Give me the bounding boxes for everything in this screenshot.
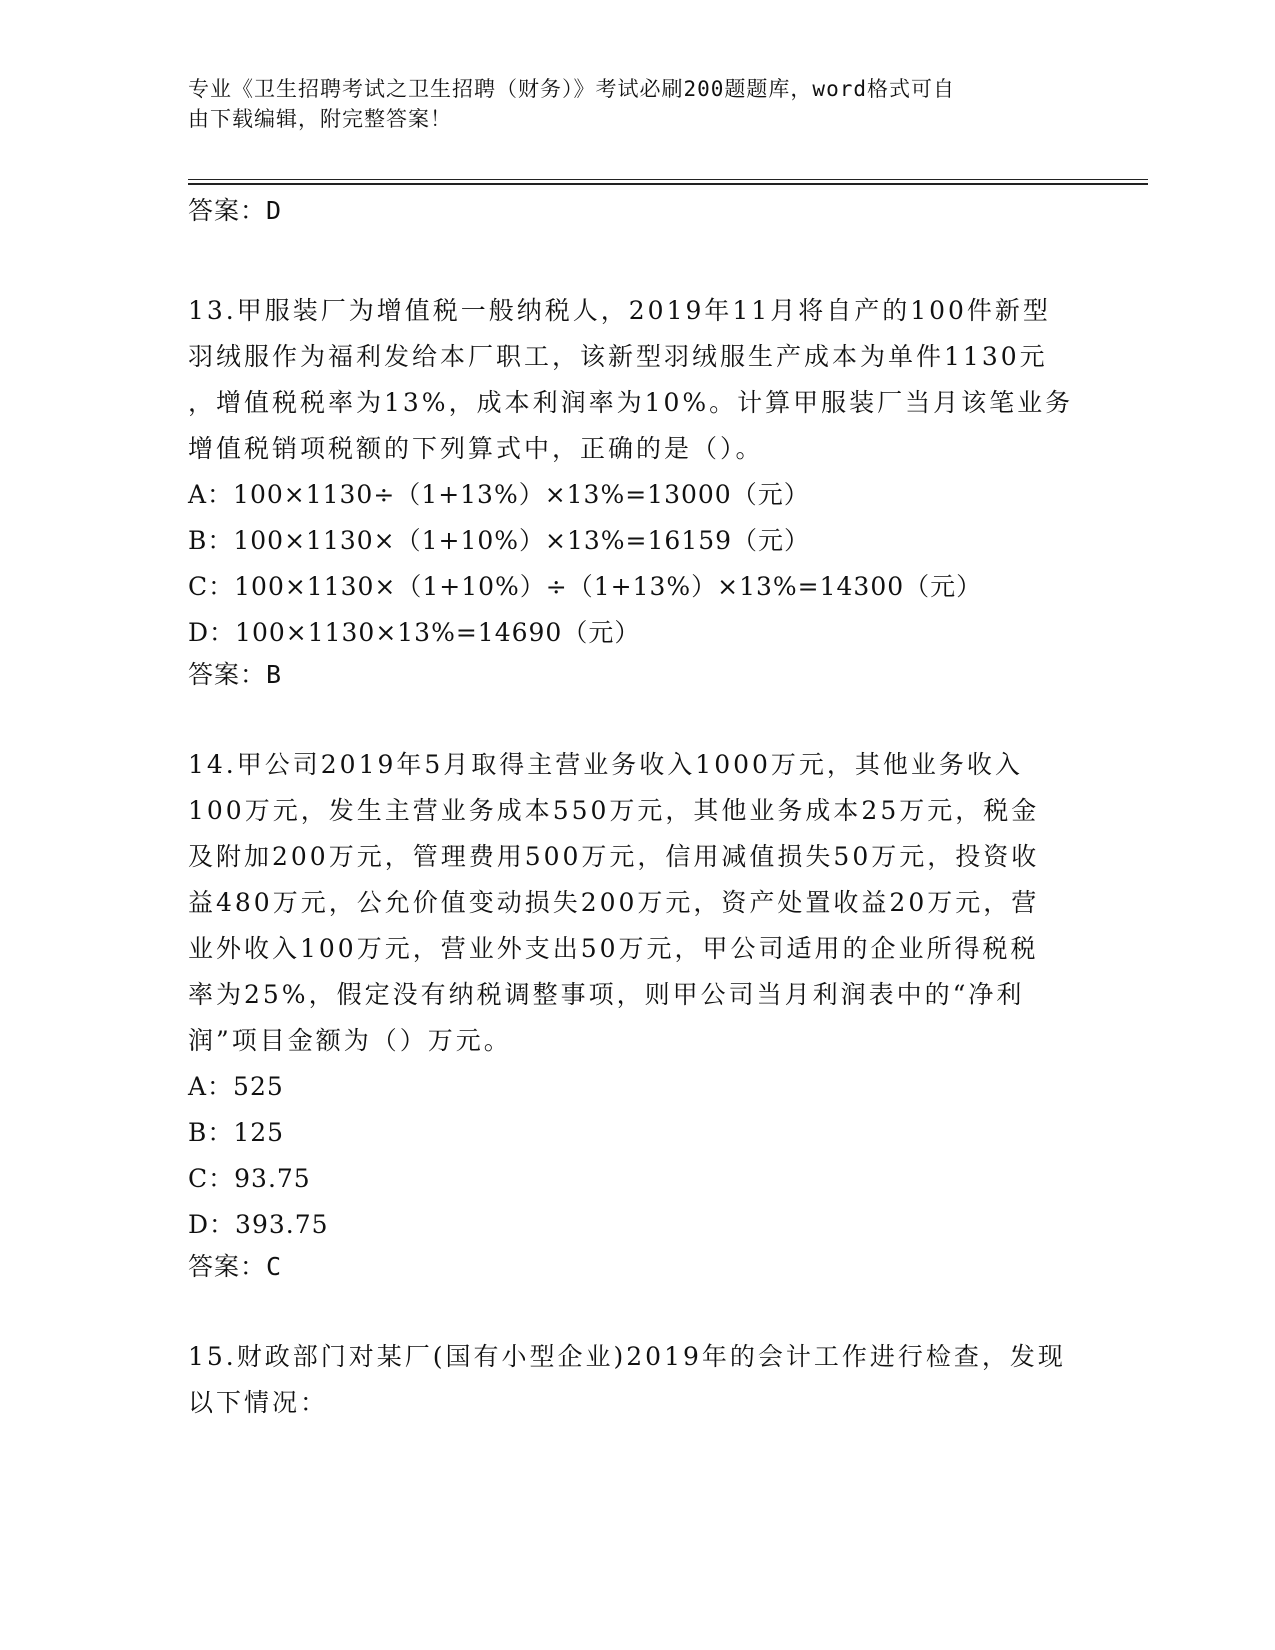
question-14-line: 100万元，发生主营业务成本550万元，其他业务成本25万元，税金 xyxy=(188,796,1040,825)
question-14-option-b: B：125 xyxy=(188,1118,285,1147)
question-14 xyxy=(188,742,1088,1248)
question-13-option-a: A：100×1130÷（1+13%）×13%=13000（元） xyxy=(188,480,810,509)
question-14-line: 业外收入100万元，营业外支出50万元，甲公司适用的企业所得税税 xyxy=(188,934,1039,963)
question-14-line: 及附加200万元，管理费用500万元，信用减值损失50万元，投资收 xyxy=(188,842,1040,871)
question-14-line: 14.甲公司2019年5月取得主营业务收入1000万元，其他业务收入 xyxy=(188,750,1023,779)
answer-q14: 答案：C xyxy=(188,1252,283,1281)
question-13-line: 13.甲服装厂为增值税一般纳税人，2019年11月将自产的100件新型 xyxy=(188,296,1051,325)
question-13-line: 羽绒服作为福利发给本厂职工，该新型羽绒服生产成本为单件1130元 xyxy=(188,342,1048,371)
question-13-option-d: D：100×1130×13%=14690（元） xyxy=(188,618,641,647)
question-13-line: 增值税销项税额的下列算式中，正确的是（）。 xyxy=(188,434,764,463)
header-line-2: 由下载编辑，附完整答案！ xyxy=(188,107,452,131)
header-line-1: 专业《卫生招聘考试之卫生招聘（财务）》考试必刷200题题库，word格式可自 xyxy=(188,77,955,101)
header-divider-thick xyxy=(188,183,1148,185)
document-header xyxy=(188,74,1068,134)
question-13-option-b: B：100×1130×（1+10%）×13%=16159（元） xyxy=(188,526,811,555)
question-15-line: 以下情况： xyxy=(188,1388,329,1417)
question-15 xyxy=(188,1334,1088,1426)
answer-q12: 答案：D xyxy=(188,196,283,225)
answer-q13: 答案：B xyxy=(188,660,283,689)
question-13 xyxy=(188,288,1088,656)
question-14-line: 润”项目金额为（）万元。 xyxy=(188,1026,512,1055)
question-14-option-a: A：525 xyxy=(188,1072,284,1101)
document-body xyxy=(188,192,1088,1426)
question-15-line: 15.财政部门对某厂(国有小型企业)2019年的会计工作进行检查，发现 xyxy=(188,1342,1066,1371)
header-divider-thin xyxy=(188,179,1148,180)
question-14-line: 率为25%，假定没有纳税调整事项，则甲公司当月利润表中的“净利 xyxy=(188,980,1025,1009)
question-13-option-c: C：100×1130×（1+10%）÷（1+13%）×13%=14300（元） xyxy=(188,572,983,601)
question-14-option-d: D：393.75 xyxy=(188,1210,329,1239)
question-14-line: 益480万元，公允价值变动损失200万元，资产处置收益20万元，营 xyxy=(188,888,1040,917)
question-14-option-c: C：93.75 xyxy=(188,1164,311,1193)
question-13-line: ，增值税税率为13%，成本利润率为10%。计算甲服装厂当月该笔业务 xyxy=(188,388,1074,417)
